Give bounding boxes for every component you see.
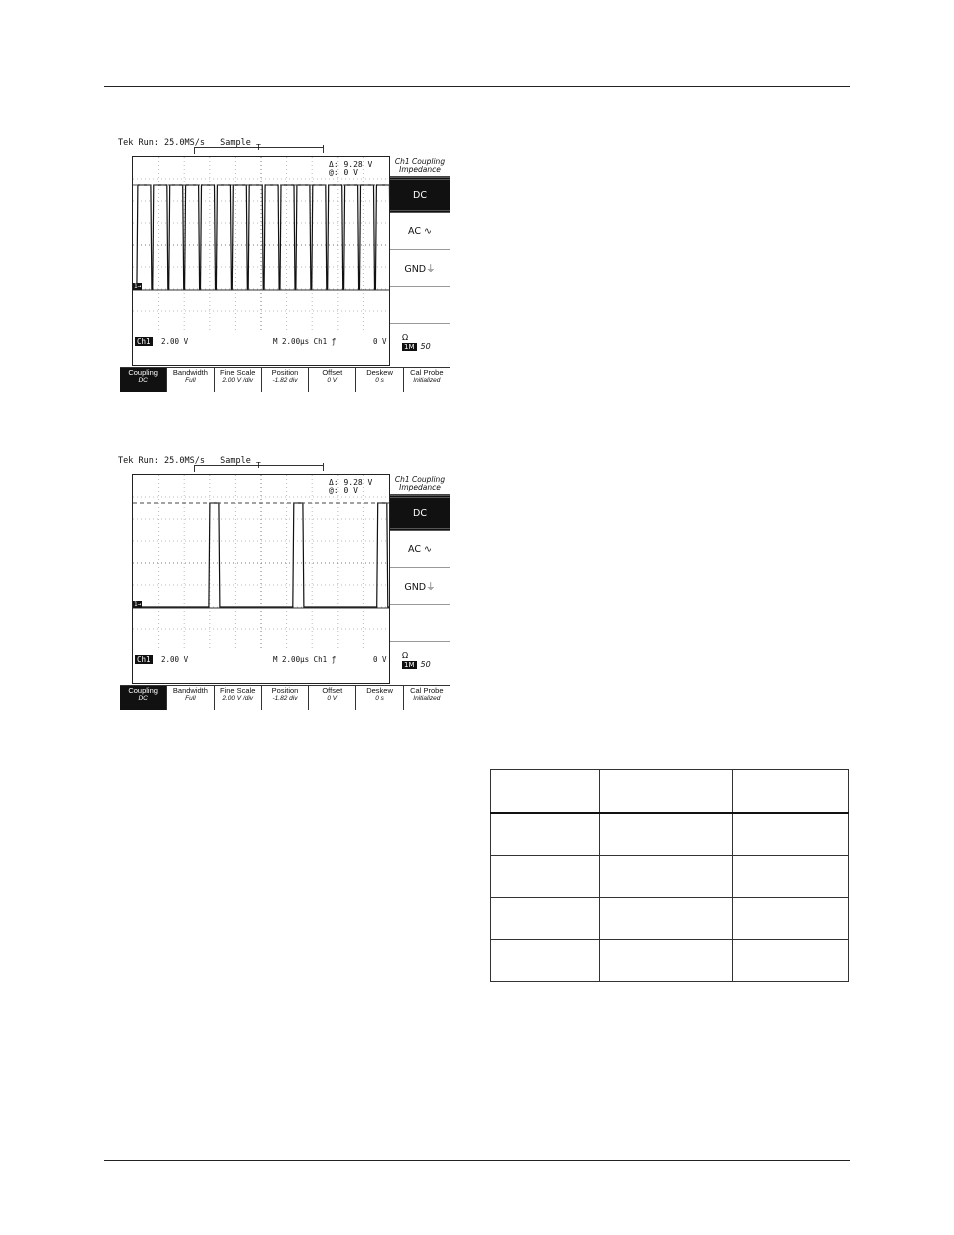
trigger-position-icon: T [256, 143, 261, 152]
table-cell [491, 940, 600, 982]
bandwidth-menu-button[interactable]: Bandwidth Full [167, 368, 214, 392]
side-menu [390, 158, 450, 364]
scope-graticule [132, 474, 390, 684]
deskew-menu-button[interactable]: Deskew 0 s [356, 686, 403, 710]
table-header-cell [733, 770, 849, 814]
channel-label: Ch1 [137, 655, 151, 664]
gnd-coupling-button[interactable]: GND⏚ [390, 250, 450, 287]
footer-rule [104, 1160, 850, 1161]
impedance-button[interactable] [390, 642, 450, 678]
bottom-menu [120, 367, 450, 392]
offset-menu-button[interactable]: Offset 0 V [309, 368, 356, 392]
side-empty-button[interactable] [390, 287, 450, 324]
delta-readout: Δ: 9.28 V [329, 478, 373, 487]
offset-menu-button[interactable]: Offset 0 V [309, 686, 356, 710]
position-menu-button[interactable]: Position -1.82 div [262, 368, 309, 392]
volts-per-div: 2.00 V [161, 655, 189, 664]
trigger-position-icon: T [256, 461, 261, 470]
table-cell [600, 898, 733, 940]
scope-readout [133, 337, 389, 347]
table-cell [600, 856, 733, 898]
bandwidth-menu-button[interactable]: Bandwidth Full [167, 686, 214, 710]
oscilloscope-screenshot-1 [118, 138, 452, 413]
table-row [491, 813, 849, 856]
side-menu-title: Ch1 Coupling Impedance [390, 476, 450, 495]
table-cell [733, 940, 849, 982]
channel-ground-marker: 1→ [134, 283, 142, 290]
ohm-icon: Ω [402, 333, 409, 342]
timebase-readout: M 2.00µs Ch1 ƒ [273, 655, 337, 664]
volts-per-div: 2.00 V [161, 337, 189, 346]
impedance-value: 50 [420, 660, 431, 669]
table-cell [733, 856, 849, 898]
table-header-row [491, 770, 849, 814]
coupling-menu-button[interactable]: Coupling DC [120, 368, 167, 392]
cursor-measurement [329, 479, 372, 495]
table-cell [733, 813, 849, 856]
table-row [491, 940, 849, 982]
dc-coupling-button[interactable]: DC [390, 495, 450, 531]
trigger-level: 0 V [373, 655, 387, 664]
acquisition-status: Tek Run: 25.0MS/s [118, 456, 205, 466]
table-cell [733, 898, 849, 940]
impedance-mark: 1M [404, 661, 415, 669]
table-cell [491, 813, 600, 856]
channel-ground-marker: 1→ [134, 601, 142, 608]
table-header-cell [491, 770, 600, 814]
acquisition-mode: Sample [220, 456, 251, 466]
waveform-plot [133, 157, 389, 365]
ohm-icon: Ω [402, 651, 409, 660]
ac-coupling-button[interactable]: AC ∿ [390, 531, 450, 568]
fine-scale-menu-button[interactable]: Fine Scale 2.00 V /div [215, 686, 262, 710]
position-menu-button[interactable]: Position -1.82 div [262, 686, 309, 710]
header-rule [104, 86, 850, 87]
at-readout: @: 0 V [329, 486, 358, 495]
waveform-plot [133, 475, 389, 683]
trigger-level: 0 V [373, 337, 387, 346]
cursor-measurement [329, 161, 372, 177]
table-row [491, 898, 849, 940]
fine-scale-menu-button[interactable]: Fine Scale 2.00 V /div [215, 368, 262, 392]
timebase-readout: M 2.00µs Ch1 ƒ [273, 337, 337, 346]
acquisition-mode: Sample [220, 138, 251, 148]
dc-coupling-button[interactable]: DC [390, 177, 450, 213]
gnd-coupling-button[interactable]: GND⏚ [390, 568, 450, 605]
table-header-cell [600, 770, 733, 814]
side-menu-title: Ch1 Coupling Impedance [390, 158, 450, 177]
side-empty-button[interactable] [390, 605, 450, 642]
deskew-menu-button[interactable]: Deskew 0 s [356, 368, 403, 392]
at-readout: @: 0 V [329, 168, 358, 177]
table-cell [491, 856, 600, 898]
cal-probe-menu-button[interactable]: Cal Probe Initialized [410, 686, 444, 702]
scope-graticule [132, 156, 390, 366]
table-cell [600, 940, 733, 982]
oscilloscope-screenshot-2 [118, 456, 452, 731]
delta-readout: Δ: 9.28 V [329, 160, 373, 169]
cal-probe-menu-button[interactable]: Cal Probe Initialized [410, 368, 444, 384]
bottom-menu [120, 685, 450, 710]
scope-readout [133, 655, 389, 665]
table-cell [491, 898, 600, 940]
acquisition-status: Tek Run: 25.0MS/s [118, 138, 205, 148]
channel-label: Ch1 [137, 337, 151, 346]
side-menu [390, 476, 450, 682]
coupling-menu-button[interactable]: Coupling DC [120, 686, 167, 710]
impedance-button[interactable] [390, 324, 450, 360]
ac-coupling-button[interactable]: AC ∿ [390, 213, 450, 250]
table-row [491, 856, 849, 898]
empty-table [490, 769, 849, 982]
impedance-mark: 1M [404, 343, 415, 351]
table-cell [600, 813, 733, 856]
impedance-value: 50 [420, 342, 431, 351]
